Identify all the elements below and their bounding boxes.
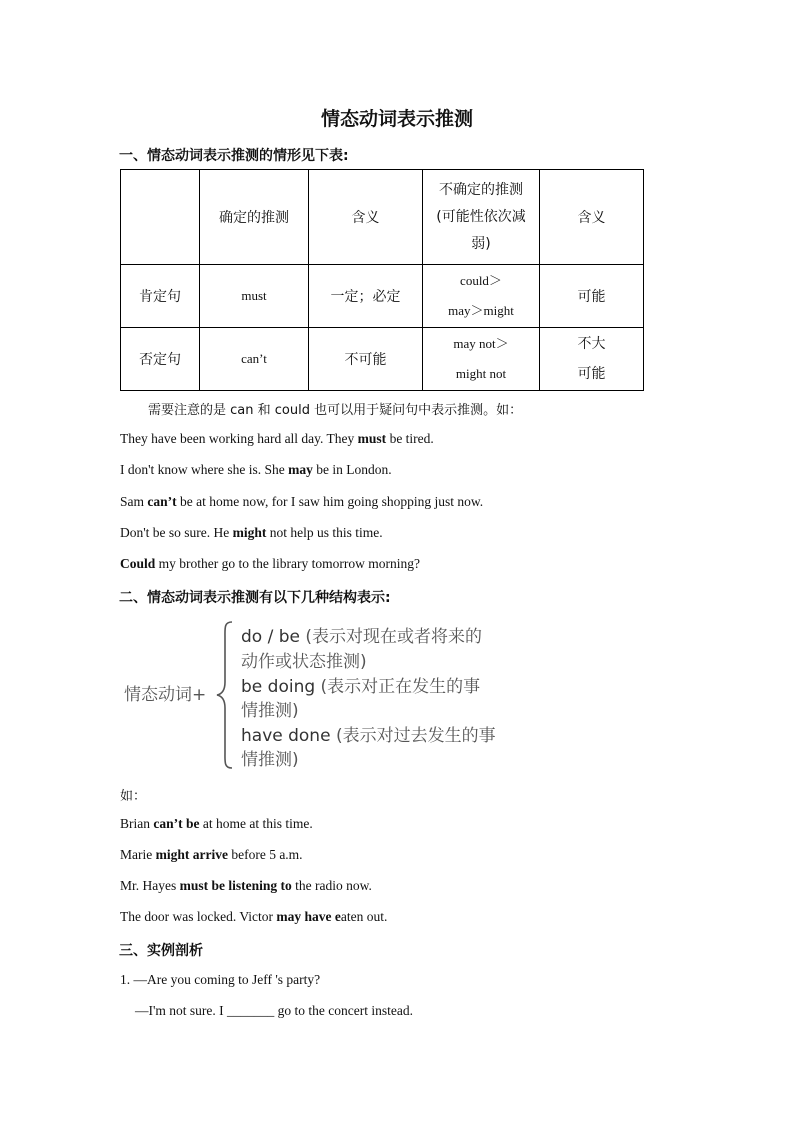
formula-lead: 情态动词+ bbox=[124, 685, 207, 705]
cell-line: might not bbox=[455, 366, 507, 381]
table-corner-cell bbox=[121, 170, 200, 265]
sentence-text: before 5 a.m. bbox=[227, 847, 303, 862]
table-cell: 可能 bbox=[540, 265, 644, 328]
table-cell bbox=[540, 328, 644, 391]
sentence-text: I don't know where she is. She bbox=[120, 462, 289, 477]
structure-desc: 情推测) bbox=[241, 750, 299, 770]
structure-form: be doing bbox=[241, 677, 316, 697]
table-cell: 一定；必定 bbox=[309, 265, 423, 328]
structure-form: do / be bbox=[241, 627, 300, 647]
example-sentence bbox=[120, 494, 483, 510]
cell-line: may not＞ bbox=[453, 336, 509, 351]
structure-line bbox=[241, 696, 299, 721]
table-cell: can’t bbox=[200, 328, 309, 391]
modal-verb-highlight: may have e bbox=[276, 909, 341, 924]
modal-verb-highlight: may bbox=[288, 462, 313, 477]
example-intro: 如： bbox=[120, 789, 147, 804]
section-heading-3: 三、实例剖析 bbox=[119, 943, 203, 959]
row-label: 否定句 bbox=[121, 328, 200, 391]
modal-verb-highlight: must be listening to bbox=[179, 878, 292, 893]
example-sentence bbox=[120, 878, 372, 894]
modal-verb-highlight: might bbox=[232, 525, 267, 540]
structure-line bbox=[241, 672, 480, 697]
cell-line: could＞ bbox=[460, 273, 502, 288]
table-row bbox=[121, 328, 644, 391]
row-label: 肯定句 bbox=[121, 265, 200, 328]
sentence-text: be tired. bbox=[386, 431, 434, 446]
question-line: 1. —Are you coming to Jeff 's party? bbox=[120, 972, 321, 987]
modal-verb-highlight: must bbox=[357, 431, 387, 446]
sentence-text: my brother go to the library tomorrow morning? bbox=[155, 556, 420, 571]
table-header-cell: 确定的推测 bbox=[200, 170, 309, 265]
sentence-text: at home at this time. bbox=[199, 816, 313, 831]
structure-form: have done bbox=[241, 726, 331, 746]
sentence-text: Brian bbox=[120, 816, 154, 831]
example-sentence bbox=[120, 816, 313, 832]
structure-desc: 动作或状态推测) bbox=[241, 652, 367, 672]
table-cell bbox=[423, 328, 540, 391]
sentence-text: They have been working hard all day. They bbox=[120, 431, 358, 446]
sentence-text: Marie bbox=[120, 847, 156, 862]
sentence-text: be at home now, for I saw him going shopping just now. bbox=[176, 494, 484, 509]
cell-line: may＞might bbox=[448, 303, 514, 318]
modal-verb-highlight: can’t be bbox=[153, 816, 200, 831]
header-line: 弱) bbox=[471, 235, 491, 252]
curly-brace-icon bbox=[216, 620, 234, 770]
table-row bbox=[121, 265, 644, 328]
structure-desc: 情推测) bbox=[241, 701, 299, 721]
sentence-text: Don't be so sure. He bbox=[120, 525, 233, 540]
table-header-cell: 含义 bbox=[309, 170, 423, 265]
usage-note: 需要注意的是 can 和 could 也可以用于疑问句中表示推测。如： bbox=[148, 403, 523, 418]
example-sentence bbox=[120, 431, 434, 447]
structure-line bbox=[241, 745, 299, 770]
cell-line: 不大 bbox=[577, 336, 606, 352]
modal-verb-table bbox=[120, 169, 644, 391]
example-sentence bbox=[120, 556, 420, 572]
sentence-text: Mr. Hayes bbox=[120, 878, 180, 893]
structure-line bbox=[241, 721, 496, 746]
modal-verb-highlight: Could bbox=[120, 556, 156, 571]
table-cell: must bbox=[200, 265, 309, 328]
structure-desc: (表示对现在或者将来的 bbox=[299, 627, 483, 647]
header-line: 不确定的推测 bbox=[439, 181, 523, 198]
table-cell: 不可能 bbox=[309, 328, 423, 391]
structure-desc: (表示对正在发生的事 bbox=[315, 677, 481, 697]
page-title: 情态动词表示推测 bbox=[320, 108, 473, 130]
header-line: (可能性依次减 bbox=[436, 208, 526, 225]
question-line: —I'm not sure. I _______ go to the concert instead. bbox=[135, 1003, 413, 1018]
structure-desc: (表示对过去发生的事 bbox=[330, 726, 496, 746]
table-cell bbox=[423, 265, 540, 328]
sentence-text: Sam bbox=[120, 494, 148, 509]
section-heading-1: 一、情态动词表示推测的情形见下表: bbox=[119, 148, 349, 164]
example-sentence bbox=[120, 462, 392, 478]
sentence-text: not help us this time. bbox=[266, 525, 383, 540]
cell-line: 可能 bbox=[577, 366, 606, 382]
sentence-text: The door was locked. Victor bbox=[120, 909, 277, 924]
table-header-cell bbox=[423, 170, 540, 265]
example-sentence bbox=[120, 525, 383, 541]
example-sentence bbox=[120, 847, 303, 863]
sentence-text: the radio now. bbox=[291, 878, 372, 893]
sentence-text: be in London. bbox=[312, 462, 392, 477]
structure-diagram bbox=[124, 620, 524, 770]
example-sentence bbox=[120, 909, 387, 925]
sentence-text: aten out. bbox=[340, 909, 388, 924]
table-header-cell: 含义 bbox=[540, 170, 644, 265]
modal-verb-highlight: might arrive bbox=[155, 847, 228, 862]
structure-line bbox=[241, 622, 482, 647]
table-header-row bbox=[121, 170, 644, 265]
section-heading-2: 二、情态动词表示推测有以下几种结构表示: bbox=[119, 590, 391, 606]
modal-verb-highlight: can’t bbox=[147, 494, 177, 509]
structure-line bbox=[241, 647, 367, 672]
